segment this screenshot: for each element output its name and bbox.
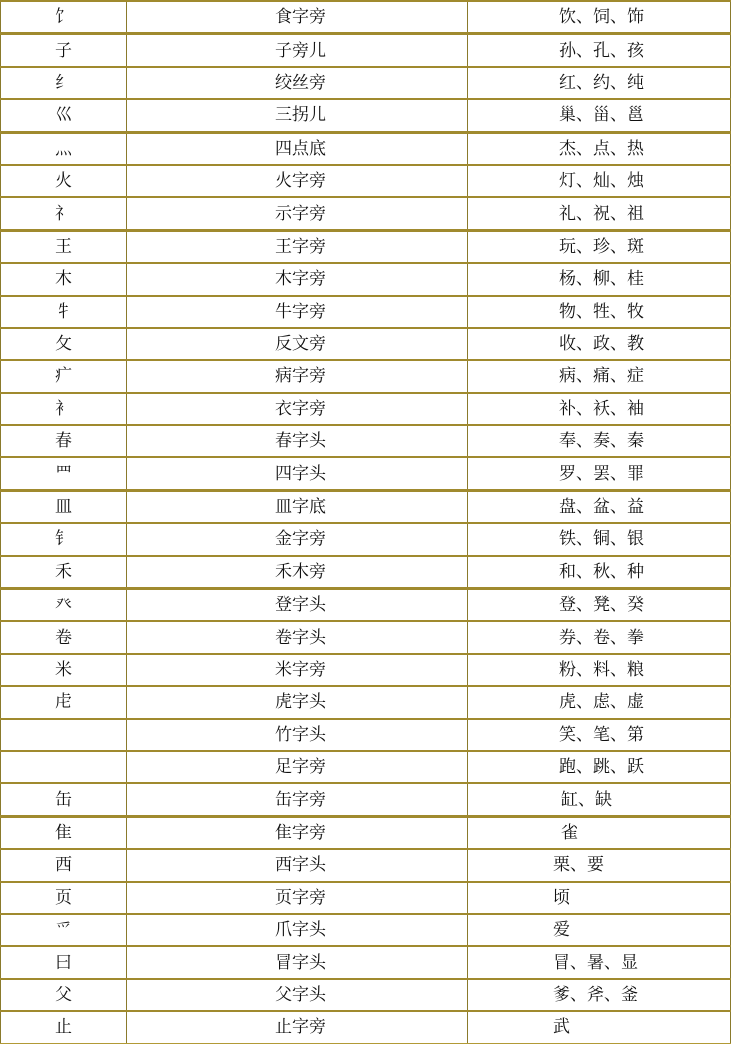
example-characters-cell: 栗、要 <box>468 849 731 881</box>
radical-name-cell: 页字旁 <box>127 882 468 914</box>
radical-cell: 卷 <box>1 621 127 653</box>
table-row <box>1 360 731 392</box>
table-row <box>1 197 731 230</box>
radical-name-cell: 竹字头 <box>127 719 468 751</box>
example-characters-cell: 收、政、教 <box>468 328 731 360</box>
example-characters-cell: 顷 <box>468 882 731 914</box>
radical-cell: 页 <box>1 882 127 914</box>
table-row <box>1 328 731 360</box>
radical-name-cell: 衣字旁 <box>127 393 468 425</box>
radical-name-cell: 四点底 <box>127 132 468 165</box>
example-characters-cell: 登、凳、癸 <box>468 589 731 622</box>
table-row <box>1 654 731 686</box>
radical-table-body <box>1 1 731 1043</box>
table-row <box>1 589 731 622</box>
radical-name-cell: 西字头 <box>127 849 468 881</box>
table-row <box>1 556 731 589</box>
radical-cell: 爫 <box>1 914 127 946</box>
example-characters-cell: 和、秋、种 <box>468 556 731 589</box>
table-row <box>1 296 731 328</box>
table-row <box>1 914 731 946</box>
radical-name-cell: 禾木旁 <box>127 556 468 589</box>
example-characters-cell: 奉、奏、秦 <box>468 425 731 457</box>
radical-name-cell: 绞丝旁 <box>127 67 468 99</box>
table-row <box>1 783 731 816</box>
example-characters-cell: 缸、缺 <box>468 783 731 816</box>
table-row <box>1 1 731 34</box>
radical-cell: 子 <box>1 34 127 67</box>
radical-name-cell: 三拐儿 <box>127 99 468 132</box>
radical-cell: 父 <box>1 979 127 1011</box>
table-row <box>1 816 731 849</box>
table-row <box>1 99 731 132</box>
table-row <box>1 946 731 978</box>
example-characters-cell: 杨、柳、桂 <box>468 263 731 295</box>
example-characters-cell: 罗、罢、罪 <box>468 457 731 490</box>
radical-name-cell: 木字旁 <box>127 263 468 295</box>
radical-cell: 虍 <box>1 686 127 718</box>
radical-cell: 西 <box>1 849 127 881</box>
example-characters-cell: 券、卷、拳 <box>468 621 731 653</box>
radical-cell: 癶 <box>1 589 127 622</box>
radical-cell <box>1 751 127 783</box>
example-characters-cell: 铁、铜、银 <box>468 523 731 555</box>
example-characters-cell: 粉、料、粮 <box>468 654 731 686</box>
radical-cell: 隹 <box>1 816 127 849</box>
radical-name-cell: 父字头 <box>127 979 468 1011</box>
table-row <box>1 849 731 881</box>
table-row <box>1 979 731 1011</box>
table-row <box>1 132 731 165</box>
radical-name-cell: 登字头 <box>127 589 468 622</box>
radical-cell: 王 <box>1 230 127 263</box>
radical-cell: 灬 <box>1 132 127 165</box>
table-row <box>1 1011 731 1043</box>
table-row <box>1 230 731 263</box>
radical-cell: 饣 <box>1 1 127 34</box>
radical-cell: 纟 <box>1 67 127 99</box>
example-characters-cell: 孙、孔、孩 <box>468 34 731 67</box>
table-row <box>1 719 731 751</box>
example-characters-cell: 饮、饲、饰 <box>468 1 731 34</box>
example-characters-cell: 雀 <box>468 816 731 849</box>
radical-name-cell: 火字旁 <box>127 165 468 197</box>
example-characters-cell: 补、袄、袖 <box>468 393 731 425</box>
radical-cell: 皿 <box>1 490 127 523</box>
table-row <box>1 165 731 197</box>
table-row <box>1 686 731 718</box>
example-characters-cell: 冒、暑、显 <box>468 946 731 978</box>
radical-name-cell: 子旁儿 <box>127 34 468 67</box>
radical-name-cell: 金字旁 <box>127 523 468 555</box>
radical-cell: 攵 <box>1 328 127 360</box>
radical-cell: 缶 <box>1 783 127 816</box>
example-characters-cell: 杰、点、热 <box>468 132 731 165</box>
radical-name-cell: 春字头 <box>127 425 468 457</box>
table-row <box>1 67 731 99</box>
table-row <box>1 882 731 914</box>
radical-name-cell: 隹字旁 <box>127 816 468 849</box>
radical-name-cell: 皿字底 <box>127 490 468 523</box>
radical-name-cell: 缶字旁 <box>127 783 468 816</box>
example-characters-cell: 礼、祝、祖 <box>468 197 731 230</box>
table-row <box>1 621 731 653</box>
radical-name-cell: 米字旁 <box>127 654 468 686</box>
radical-cell: 春 <box>1 425 127 457</box>
radical-name-cell: 牛字旁 <box>127 296 468 328</box>
radical-name-cell: 冒字头 <box>127 946 468 978</box>
table-row <box>1 457 731 490</box>
radical-cell: 疒 <box>1 360 127 392</box>
radical-name-cell: 食字旁 <box>127 1 468 34</box>
example-characters-cell: 病、痛、症 <box>468 360 731 392</box>
radical-cell: 木 <box>1 263 127 295</box>
example-characters-cell: 灯、灿、烛 <box>468 165 731 197</box>
radical-name-cell: 病字旁 <box>127 360 468 392</box>
table-row <box>1 393 731 425</box>
radical-name-cell: 示字旁 <box>127 197 468 230</box>
radical-cell: 米 <box>1 654 127 686</box>
example-characters-cell: 爹、斧、釜 <box>468 979 731 1011</box>
example-characters-cell: 物、牲、牧 <box>468 296 731 328</box>
radical-name-cell: 四字头 <box>127 457 468 490</box>
example-characters-cell: 红、约、纯 <box>468 67 731 99</box>
radical-cell: 止 <box>1 1011 127 1043</box>
table-row <box>1 263 731 295</box>
radical-name-cell: 足字旁 <box>127 751 468 783</box>
radical-name-cell: 爪字头 <box>127 914 468 946</box>
radical-cell: 罒 <box>1 457 127 490</box>
radical-cell: 衤 <box>1 393 127 425</box>
radical-name-cell: 反文旁 <box>127 328 468 360</box>
radical-cell: 曰 <box>1 946 127 978</box>
example-characters-cell: 跑、跳、跃 <box>468 751 731 783</box>
table-row <box>1 751 731 783</box>
radical-name-cell: 王字旁 <box>127 230 468 263</box>
radical-cell: 火 <box>1 165 127 197</box>
table-row <box>1 490 731 523</box>
example-characters-cell: 笑、笔、第 <box>468 719 731 751</box>
table-row <box>1 425 731 457</box>
example-characters-cell: 盘、盆、益 <box>468 490 731 523</box>
radical-cell <box>1 719 127 751</box>
radical-cell: 礻 <box>1 197 127 230</box>
example-characters-cell: 武 <box>468 1011 731 1043</box>
table-row <box>1 523 731 555</box>
example-characters-cell: 爱 <box>468 914 731 946</box>
radical-cell: 巛 <box>1 99 127 132</box>
radical-cell: 禾 <box>1 556 127 589</box>
radical-cell: 牜 <box>1 296 127 328</box>
radical-name-cell: 卷字头 <box>127 621 468 653</box>
example-characters-cell: 巢、甾、邕 <box>468 99 731 132</box>
example-characters-cell: 虎、虑、虚 <box>468 686 731 718</box>
radical-name-cell: 虎字头 <box>127 686 468 718</box>
radical-cell: 钅 <box>1 523 127 555</box>
example-characters-cell: 玩、珍、斑 <box>468 230 731 263</box>
table-row <box>1 34 731 67</box>
radical-name-cell: 止字旁 <box>127 1011 468 1043</box>
